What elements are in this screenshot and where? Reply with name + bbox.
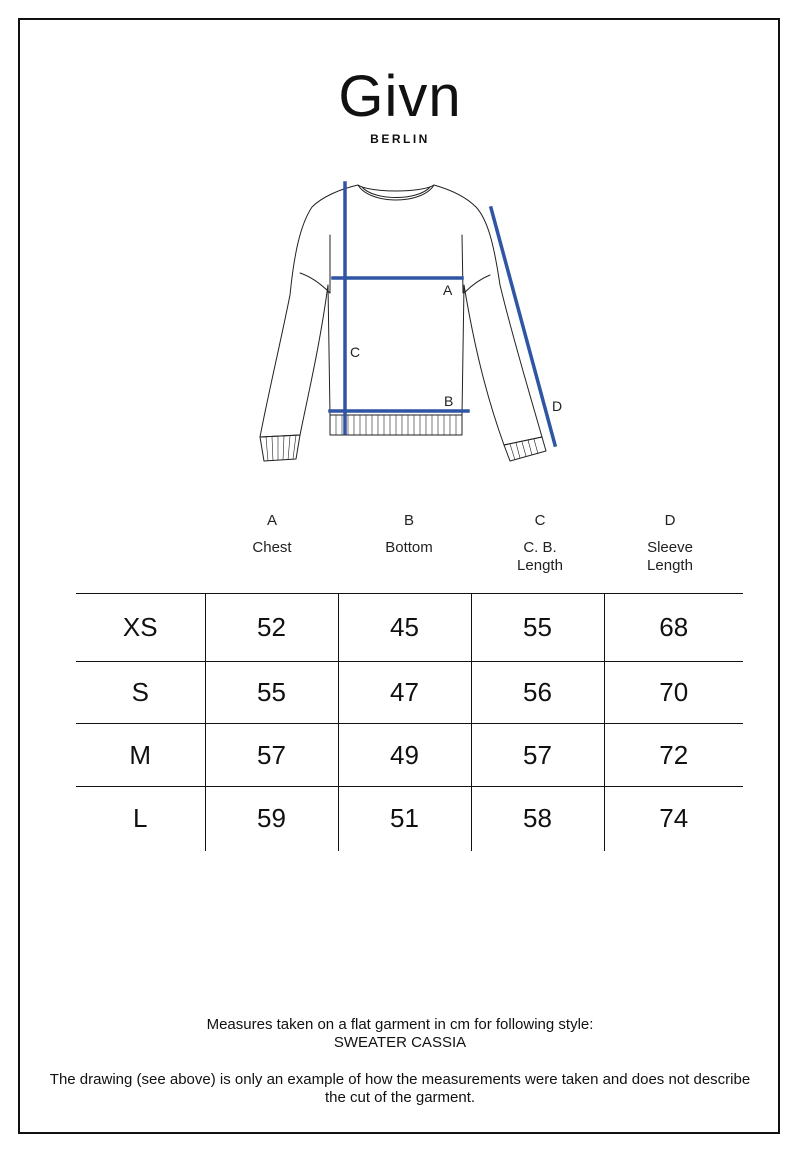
value-cell: 57 [471,724,604,787]
shoulder-seam-right [464,275,490,293]
table-row [76,787,743,851]
label-b: B [444,393,454,409]
sweater-body-outline [260,185,542,445]
measurement-note: Measures taken on a flat garment in cm for following style: [206,1016,594,1033]
value-cell: 72 [604,724,743,787]
column-letter: C [534,512,546,529]
label-d: D [552,398,563,414]
measure-line-d [491,208,555,445]
value-cell: 45 [338,594,471,662]
label-a: A [443,282,453,298]
label-c: C [350,344,361,360]
column-name: C. B. Length [517,539,563,574]
table-row [76,724,743,787]
value-cell: 55 [471,594,604,662]
column-name: Chest [252,539,292,556]
size-cell: M [76,724,205,787]
side-line-right [462,235,463,293]
value-cell: 68 [604,594,743,662]
value-cell: 58 [471,787,604,851]
shoulder-seam-left [300,273,330,293]
value-cell: 52 [205,594,338,662]
column-header-sleeve-length [605,512,735,575]
value-cell: 59 [205,787,338,851]
column-header-cb-length [475,512,605,575]
column-letter: B [403,512,414,529]
value-cell: 49 [338,724,471,787]
sweater-measurement-drawing [250,175,570,470]
brand-logo: Givn [338,64,462,129]
size-chart-table [76,593,743,851]
column-header-bottom [344,512,474,557]
style-name: SWEATER CASSIA [333,1034,467,1051]
value-cell: 55 [205,662,338,724]
table-row [76,662,743,724]
value-cell: 51 [338,787,471,851]
column-letter: D [664,512,676,529]
drawing-disclaimer: The drawing (see above) is only an example of how the measurements were taken and does not describe the cut of the garment. [49,1071,751,1106]
brand-city: BERLIN [370,132,430,146]
table-row [76,594,743,662]
column-header-chest [207,512,337,557]
value-cell: 56 [471,662,604,724]
column-name: Bottom [385,539,433,556]
size-cell: S [76,662,205,724]
value-cell: 70 [604,662,743,724]
size-cell: XS [76,594,205,662]
column-letter: A [266,512,277,529]
value-cell: 57 [205,724,338,787]
value-cell: 74 [604,787,743,851]
column-name: Sleeve Length [647,539,693,574]
size-cell: L [133,803,148,834]
value-cell: 47 [338,662,471,724]
cuff-right [504,437,546,461]
